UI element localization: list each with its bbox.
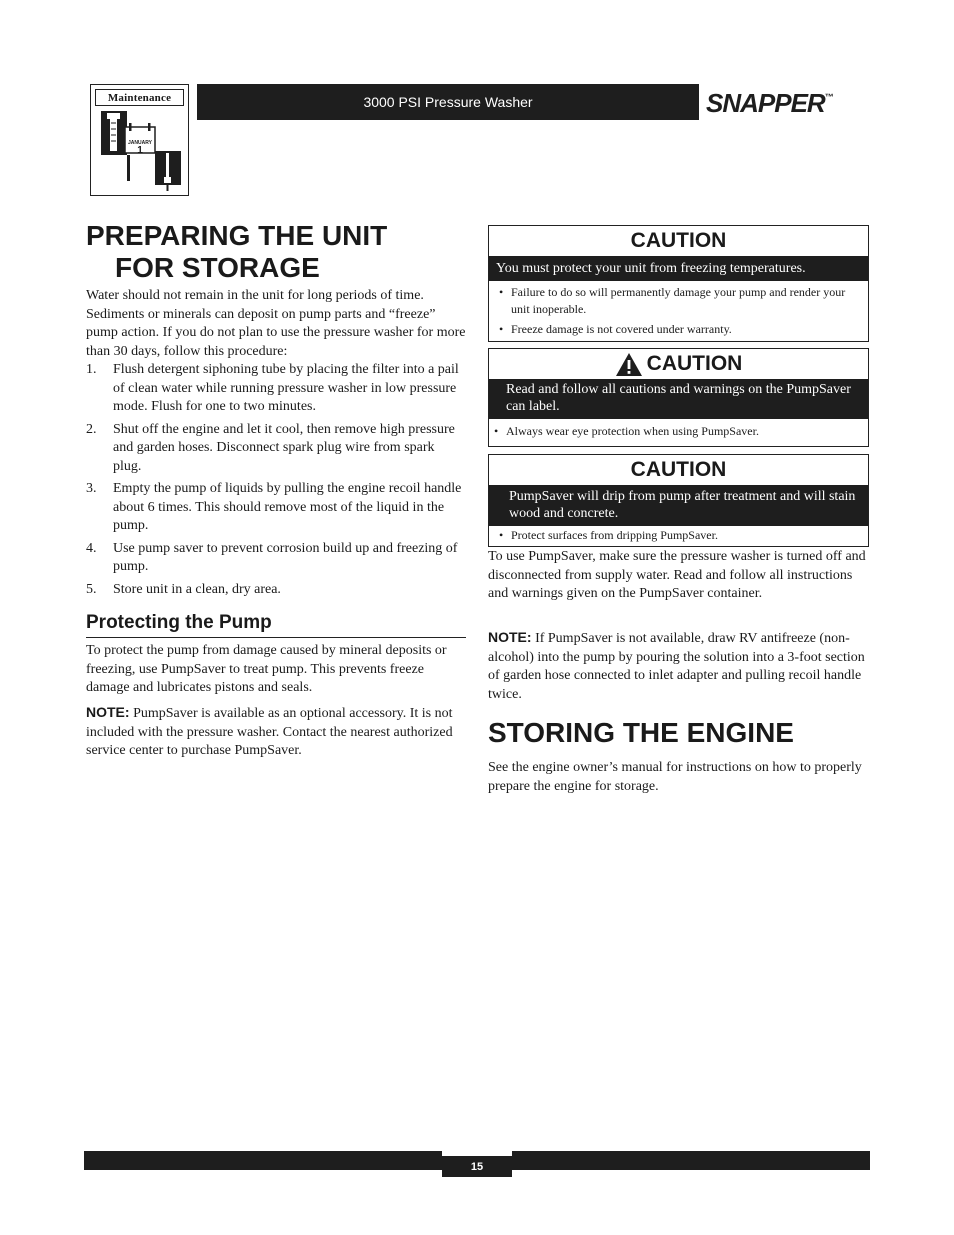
caution-title: CAUTION [630,229,727,252]
maintenance-section-icon [90,84,189,196]
pumpsaver-instructions: To use PumpSaver, make sure the pressure washer is turned off and disconnected from supply water. Read and follow all instructions and warnings given on the PumpSaver container. [488,549,866,601]
list-item: • Protect surfaces from dripping PumpSaver. [497,527,864,544]
list-item: • Freeze damage is not covered under warranty. [497,321,860,338]
pump-heading: Protecting the Pump [86,612,466,638]
pump-text: To protect the pump from damage caused by mineral deposits or freezing, use PumpSaver to treat pump. This prevents freeze damage and lubricates pistons and seals. [86,643,447,695]
antifreeze-note [488,628,868,704]
caution-title-row [489,349,868,379]
footer-bar-right [512,1151,870,1170]
pump-note [86,703,466,761]
caution-message: Read and follow all cautions and warnings on the PumpSaver can label. [489,379,868,419]
caution-box-drip [488,454,869,547]
warning-triangle-icon [615,352,643,377]
storage-title-line2: FOR STORAGE [115,252,320,283]
section-label: Maintenance [95,89,184,106]
list-item: 4. Use pump saver to prevent corrosion build up and freezing of pump. [86,540,458,574]
engine-text: See the engine owner’s manual for instructions on how to properly prepare the engine for storage. [488,760,862,794]
product-title: 3000 PSI Pressure Washer [363,94,533,110]
storage-intro: Water should not remain in the unit for long periods of time. Sediments or minerals can deposit on pump parts and “freeze” pump action. If you do not plan to use the pressure washer for more than 30 days, follow this procedure: [86,288,466,359]
caution-bullets [489,281,868,338]
engine-title: STORING THE ENGINE [488,717,794,748]
storage-title-line1: PREPARING THE UNIT [86,220,388,251]
list-item: • Failure to do so will permanently damage your pump and render your unit inoperable. [497,284,860,318]
note-label: NOTE: [86,704,130,720]
brand-trademark: ™ [824,92,834,102]
page-number: 15 [442,1156,512,1177]
list-item: 1. Flush detergent siphoning tube by placing the filter into a pail of clean water while running pressure washer in low pressure mode. Flush for one to two minutes. [86,362,459,414]
caution-box-pumpsaver-label [488,348,869,447]
note-text: PumpSaver is available as an optional accessory. It is not included with the pressure washer. Contact the nearest authorized service center to purchase PumpSaver. [86,706,453,758]
note-text: If PumpSaver is not available, draw RV antifreeze (non-alcohol) into the pump by pouring the solution into a 3-foot section of garden hose connected to inlet adapter and pulling recoil handle twice. [488,631,865,702]
caution-box-freezing [488,225,869,342]
storage-steps-list [86,361,466,603]
calendar-day: 1 [137,145,143,156]
list-item: 2. Shut off the engine and let it cool, then remove high pressure and garden hoses. Disconnect spark plug wire from spark plug. [86,421,455,474]
list-item: • Always wear eye protection when using PumpSaver. [492,423,864,440]
pump-section [86,612,466,638]
caution-title: CAUTION [630,458,727,481]
caution-bullets [489,419,868,440]
caution-message: You must protect your unit from freezing temperatures. [489,256,868,281]
header-bar [197,84,699,120]
caution-title: CAUTION [646,352,743,375]
caution-message: PumpSaver will drip from pump after treatment and will stain wood and concrete. [489,485,868,526]
brand-logo [706,88,871,118]
caution-bullets [489,526,868,544]
list-item: 3. Empty the pump of liquids by pulling the engine recoil handle about 6 times. This should remove most of the liquid in the pump. [86,481,462,533]
engine-section [488,717,868,749]
brand-name: SNAPPER [706,88,825,118]
calendar-month: JANUARY [128,140,152,146]
note-label: NOTE: [488,629,532,645]
list-item: 5. Store unit in a clean, dry area. [86,581,281,597]
footer-bar-left [84,1151,442,1170]
storage-title [86,220,466,284]
